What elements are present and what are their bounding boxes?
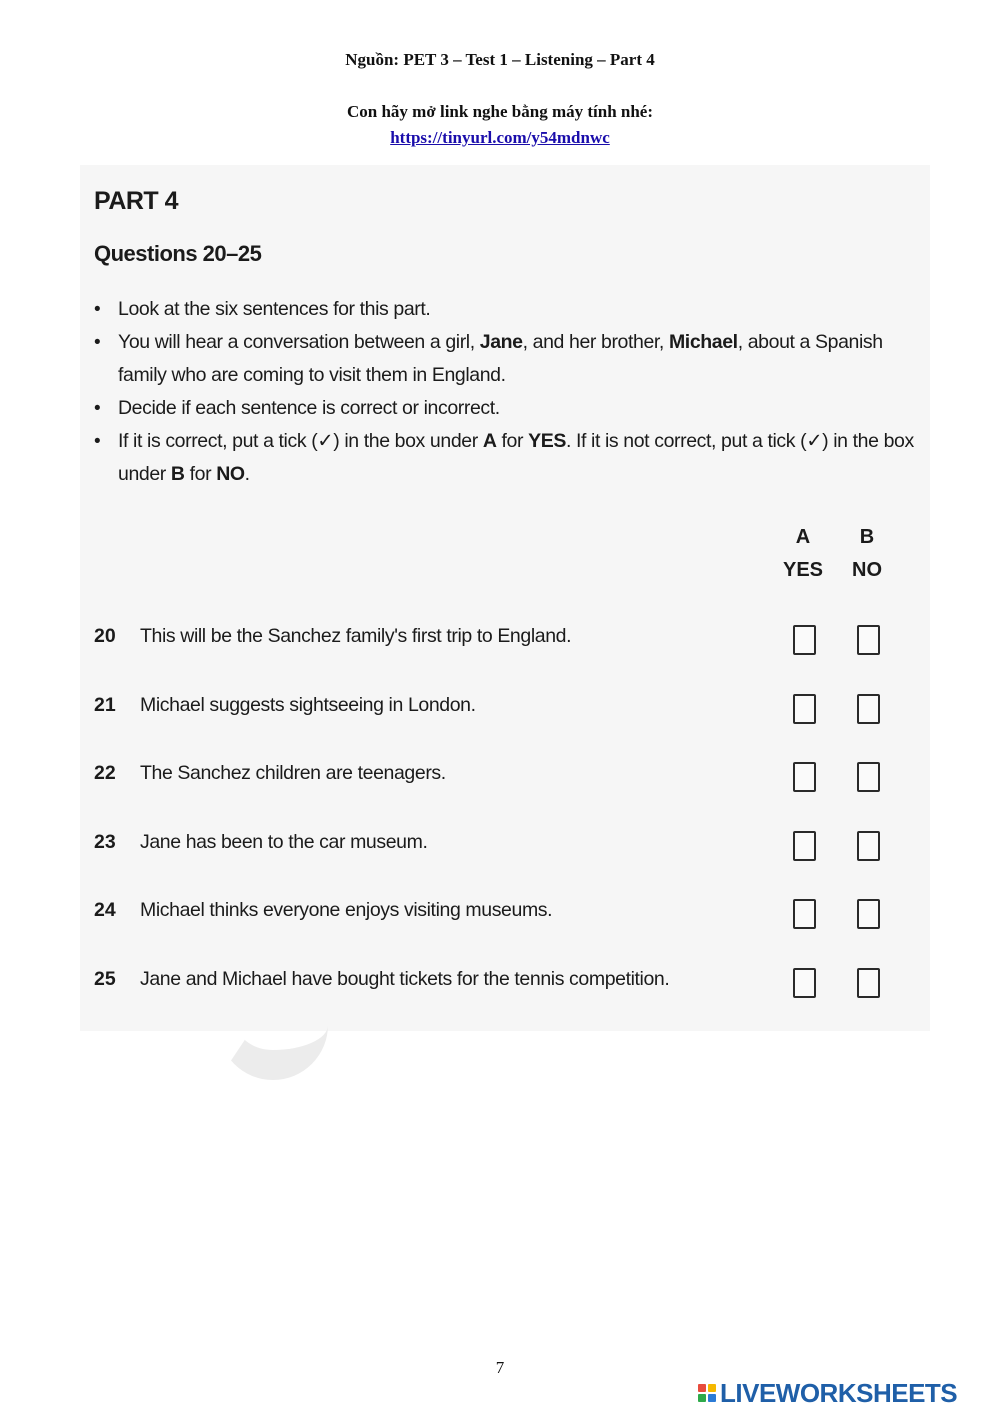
answer-checkbox-no[interactable] <box>857 899 880 929</box>
answer-checkbox-no[interactable] <box>857 762 880 792</box>
liveworksheets-logo <box>698 1378 957 1408</box>
question-text: Jane and Michael have bought tickets for the tennis competition. <box>140 968 670 990</box>
question-number: 24 <box>94 899 116 921</box>
watermark-shape <box>218 1000 328 1080</box>
instruction-item: • You will hear a conversation between a girl, Jane, and her brother, Michael, about a Spanish family who are coming to visit them in England. <box>90 326 920 392</box>
question-text: Michael suggests sightseeing in London. <box>140 694 476 716</box>
brand-name: LIVEWORKSHEETS <box>720 1377 958 1408</box>
answer-checkbox-yes[interactable] <box>793 968 816 998</box>
instructions-list <box>90 293 920 491</box>
question-number: 25 <box>94 968 116 990</box>
answer-checkbox-no[interactable] <box>857 968 880 998</box>
answer-checkbox-yes[interactable] <box>793 625 816 655</box>
answer-checkbox-no[interactable] <box>857 625 880 655</box>
column-header-a: A YES <box>782 526 824 581</box>
question-row-20 <box>80 619 930 659</box>
question-row-22 <box>80 756 930 796</box>
question-text: Michael thinks everyone enjoys visiting museums. <box>140 899 553 921</box>
column-header-b: B NO <box>852 526 882 581</box>
question-number: 22 <box>94 762 116 784</box>
question-number: 20 <box>94 625 116 647</box>
question-text: Jane has been to the car museum. <box>140 831 428 853</box>
answer-checkbox-yes[interactable] <box>793 899 816 929</box>
answer-checkbox-no[interactable] <box>857 831 880 861</box>
question-text: This will be the Sanchez family's first trip to England. <box>140 625 572 647</box>
source-line: Nguồn: PET 3 – Test 1 – Listening – Part 4 <box>345 50 655 69</box>
page-number: 7 <box>495 1358 505 1377</box>
answer-checkbox-yes[interactable] <box>793 762 816 792</box>
question-row-23 <box>80 825 930 865</box>
instruction-item: • Look at the six sentences for this part. <box>90 293 920 326</box>
question-row-24 <box>80 893 930 933</box>
question-row-21 <box>80 688 930 728</box>
question-row-25 <box>80 962 930 1002</box>
answer-checkbox-no[interactable] <box>857 694 880 724</box>
listening-instruction: Con hãy mở link nghe bằng máy tính nhé: <box>346 102 654 121</box>
question-number: 21 <box>94 694 116 716</box>
instruction-item: • If it is correct, put a tick (✓) in the box under A for YES. If it is not correct, put a tick (✓) in the box under B for NO. <box>90 425 920 491</box>
audio-link[interactable]: https://tinyurl.com/y54mdnwc <box>390 128 610 147</box>
questions-range: Questions 20–25 <box>94 241 262 266</box>
worksheet-scan <box>80 165 930 1031</box>
instruction-item: • Decide if each sentence is correct or incorrect. <box>90 392 920 425</box>
question-text: The Sanchez children are teenagers. <box>140 762 446 784</box>
answer-checkbox-yes[interactable] <box>793 694 816 724</box>
question-number: 23 <box>94 831 116 853</box>
part-title: PART 4 <box>94 187 179 215</box>
logo-grid-icon <box>698 1384 716 1402</box>
answer-checkbox-yes[interactable] <box>793 831 816 861</box>
